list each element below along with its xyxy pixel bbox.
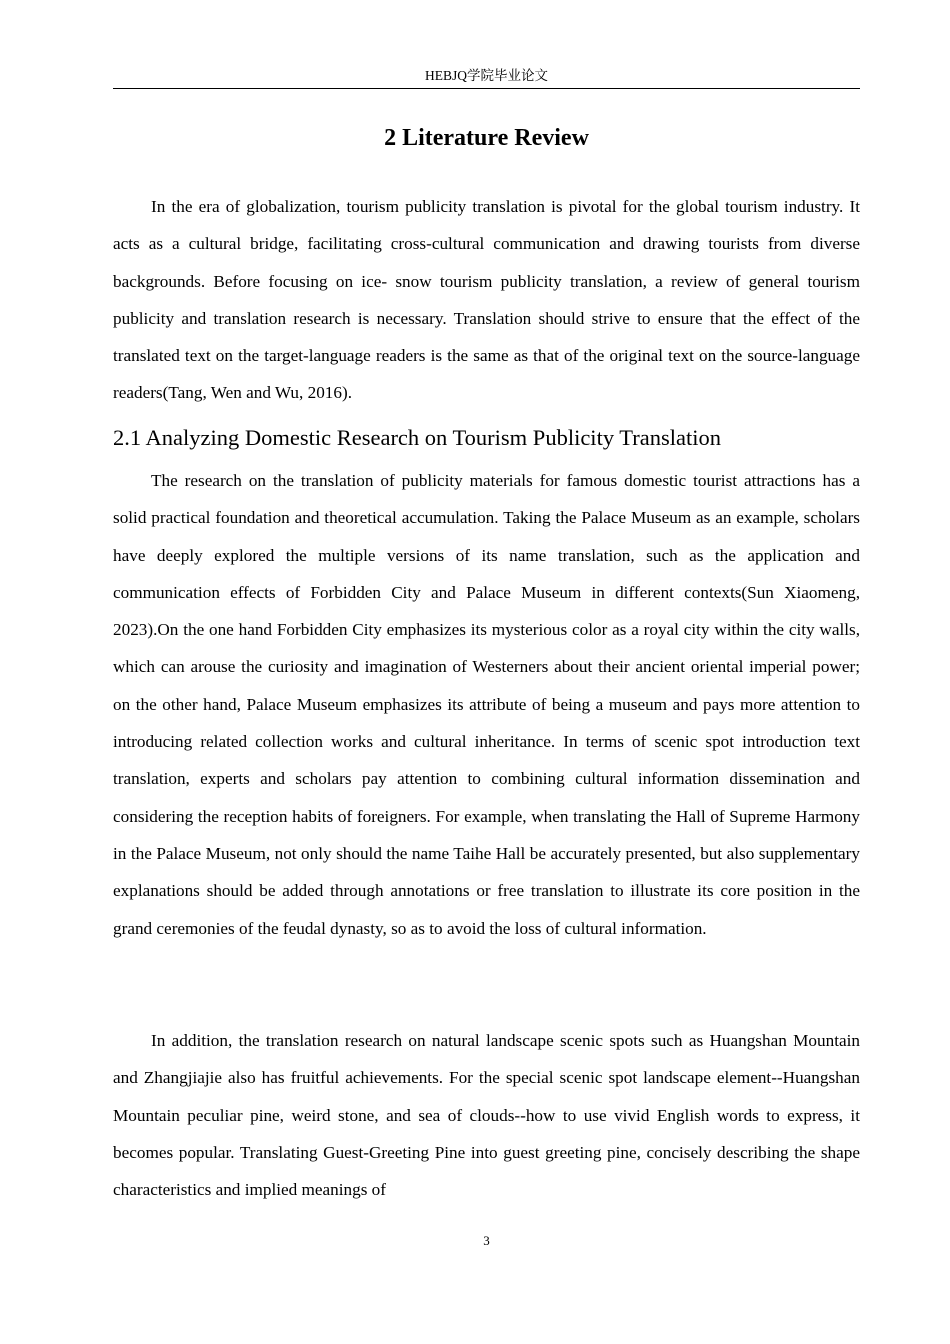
chapter-title: 2 Literature Review — [384, 125, 589, 151]
intro-paragraph: In the era of globalization, tourism publicity translation is pivotal for the global tourism industry. It acts as a cultural bridge, facilitating cross-cultural communication and drawing tourists from diverse backgrounds. Before focusing on ice- snow tourism publicity translation, a review of general tourism publicity and translation research is necessary. Translation should strive to ensure that the effect of the translated text on the target-language readers is the same as that of the original text on the source-language readers(Tang, Wen and Wu, 2016). — [113, 197, 860, 403]
domestic-research-paragraph-1: The research on the translation of publicity materials for famous domestic tourist attractions has a solid practical foundation and theoretical accumulation. Taking the Palace Museum as an example, scholars have deeply explored the multiple versions of its name translation, such as the application and communication effects of Forbidden City and Palace Museum in different contexts(Sun Xiaomeng, 2023).On the one hand Forbidden City emphasizes its mysterious color as a royal city within the city walls, which can arouse the curiosity and imagination of Westerners about their ancient oriental imperial power; on the other hand, Palace Museum emphasizes its attribute of being a museum and pays more attention to introducing related collection works and cultural inheritance. In terms of scenic spot introduction text translation, experts and scholars pay attention to combining cultural information dissemination and considering the reception habits of foreigners. For example, when translating the Hall of Supreme Harmony in the Palace Museum, not only should the name Taihe Hall be accurately presented, but also supplementary explanations should be added through annotations or free translation to illustrate its core position in the grand ceremonies of the feudal dynasty, so as to avoid the loss of cultural information. — [113, 471, 860, 938]
running-header — [113, 66, 860, 89]
page-number: 3 — [483, 1233, 490, 1248]
running-header-title: HEBJQ学院毕业论文 — [424, 68, 548, 83]
section-heading: 2.1 Analyzing Domestic Research on Tourism Publicity Translation — [113, 425, 721, 450]
domestic-research-paragraph-2: In addition, the translation research on natural landscape scenic spots such as Huangshan Mountain and Zhangjiajie also has fruitful achievements. For the special scenic spot landscape element--Huangshan Mountain peculiar pine, weird stone, and sea of clouds--how to use vivid English words to express, it becomes popular. Translating Guest-Greeting Pine into guest greeting pine, concisely describing the shape characteristics and implied meanings of — [113, 1031, 860, 1200]
